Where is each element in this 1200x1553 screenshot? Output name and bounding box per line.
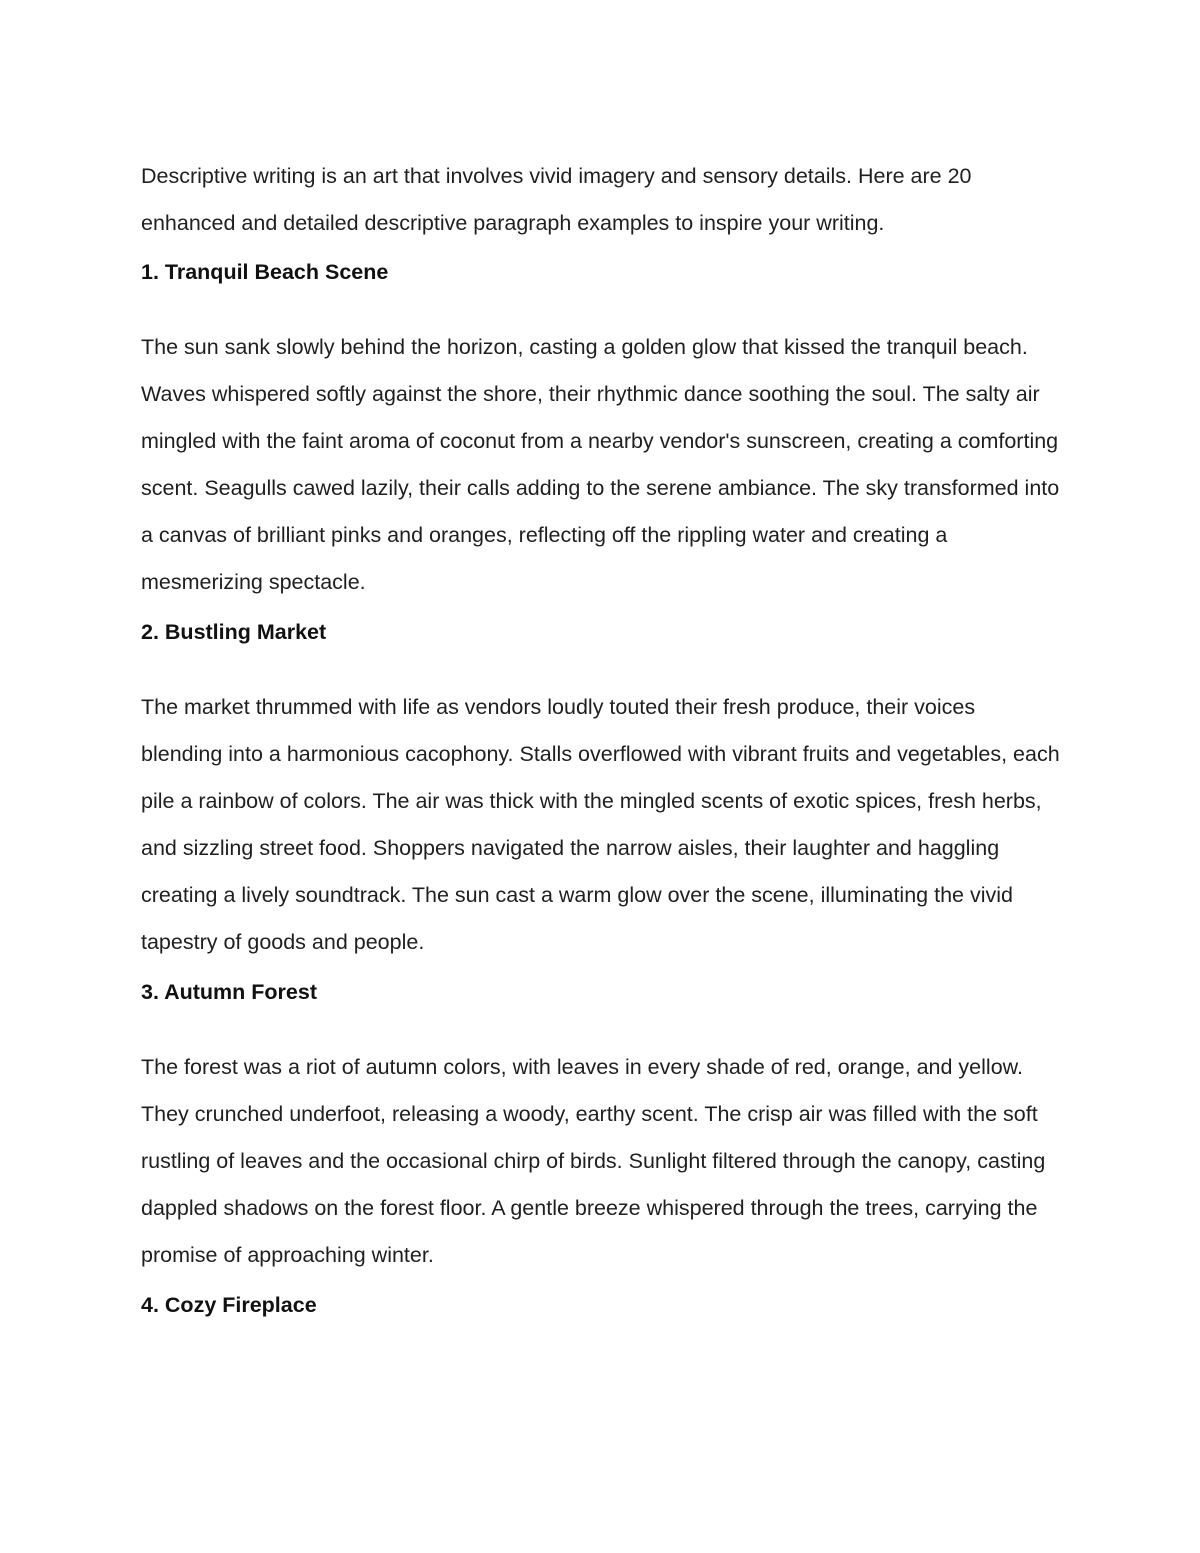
section-paragraph-tranquil-beach: The sun sank slowly behind the horizon, casting a golden glow that kissed the tranquil beach. Waves whispered softly against the shore, their rhythmic dance soothing the soul. The salty air mingled with the faint aroma of coconut from a nearby vendor's sunscreen, creating a comforting scent. Seagulls cawed lazily, their calls adding to the serene ambiance. The sky transformed into a canvas of brilliant pinks and oranges, reflecting off the rippling water and creating a mesmerizing spectacle.	[141, 335, 1060, 594]
section-heading-tranquil-beach: 1. Tranquil Beach Scene	[141, 260, 389, 284]
section-heading-autumn-forest: 3. Autumn Forest	[141, 980, 317, 1004]
section-paragraph-bustling-market: The market thrummed with life as vendors loudly touted their fresh produce, their voices blending into a harmonious cacophony. Stalls overflowed with vibrant fruits and vegetables, each pile a rainbow of colors. The air was thick with the mingled scents of exotic spices, fresh herbs, and sizzling street food. Shoppers navigated the narrow aisles, their laughter and haggling creating a lively soundtrack. The sun cast a warm glow over the scene, illuminating the vivid tapestry of goods and people.	[141, 695, 1060, 954]
document-body	[141, 153, 1061, 1357]
section-heading-cozy-fireplace: 4. Cozy Fireplace	[141, 1293, 317, 1317]
section-heading-bustling-market: 2. Bustling Market	[141, 620, 327, 644]
intro-paragraph: Descriptive writing is an art that involves vivid imagery and sensory details. Here are 20 enhanced and detailed descriptive paragraph examples to inspire your writing.	[141, 164, 972, 235]
section-paragraph-autumn-forest: The forest was a riot of autumn colors, with leaves in every shade of red, orange, and yellow. They crunched underfoot, releasing a woody, earthy scent. The crisp air was filled with the soft rustling of leaves and the occasional chirp of birds. Sunlight filtered through the canopy, casting dappled shadows on the forest floor. A gentle breeze whispered through the trees, carrying the promise of approaching winter.	[141, 1055, 1046, 1267]
